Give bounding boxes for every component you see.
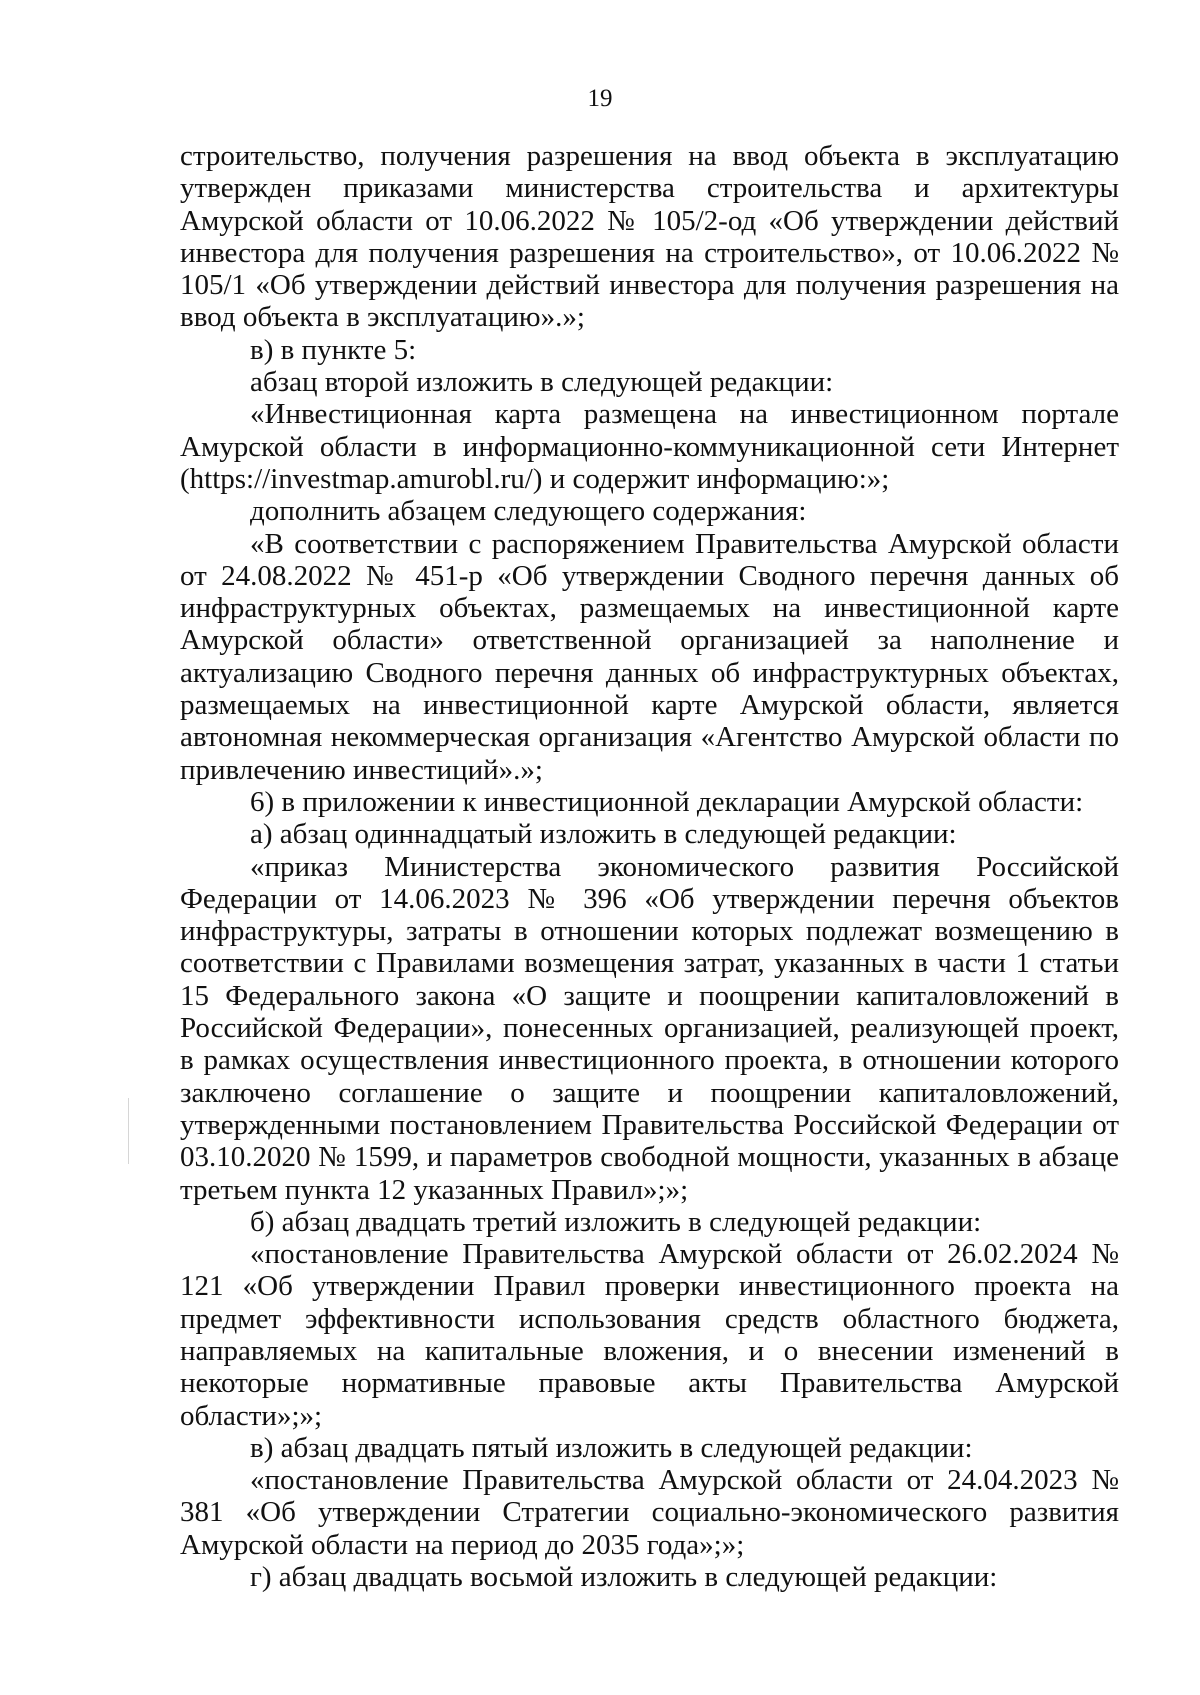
scan-margin-mark: [128, 1098, 129, 1164]
page-number: 19: [587, 85, 613, 112]
paragraph-quote-order-396: «приказ Министерства экономического развития Российской Федерации от 14.06.2023 № 396 «Об утверждении перечня объектов инфраструктуры, затраты в отношении которых подлежат возмещению в соответствии с Правилами возмещения затрат, указанных в части 1 статьи 15 Федерального закона «О защите и поощрении капиталовложений в Российской Федерации», понесенных организацией, реализующей проект, в рамках осуществления инвестиционного проекта, в отношении которого заключено соглашение о защите и поощрении капиталовложений, утвержденными постановлением Правительства Российской Федерации от 03.10.2020 № 1599, и параметров свободной мощности, указанных в абзаце третьем пункта 12 указанных Правил»;»;: [180, 850, 1119, 1206]
paragraph-item-b: б) абзац двадцать третий изложить в следующей редакции:: [250, 1205, 982, 1238]
paragraph-instruction-add: дополнить абзацем следующего содержания:: [250, 495, 807, 528]
paragraph-continuation: строительство, получения разрешения на ввод объекта в эксплуатацию утвержден приказами министерства строительства и архитектуры Амурской области от 10.06.2022 № 105/2-од «Об утверждении действий инвестора для получения разрешения на строительство», от 10.06.2022 № 105/1 «Об утверждении действий инвестора для получения разрешения на ввод объекта в эксплуатацию».»;: [180, 140, 1119, 334]
paragraph-item-v-point-5: в) в пункте 5:: [250, 333, 417, 366]
paragraph-quote-agency: «В соответствии с распоряжением Правительства Амурской области от 24.08.2022 № 451-р «Об утверждении Сводного перечня данных об инфраструктурных объектах, размещаемых на инвестиционной карте Амурской области» ответственной организацией за наполнение и актуализацию Сводного перечня данных об инфраструктурных объектах, размещаемых на инвестиционной карте Амурской области, является автономная некоммерческая организация «Агентство Амурской области по привлечению инвестиций».»;: [180, 527, 1119, 786]
document-body: [180, 140, 1119, 1593]
paragraph-item-g: г) абзац двадцать восьмой изложить в следующей редакции:: [250, 1561, 998, 1594]
paragraph-quote-investment-map: «Инвестиционная карта размещена на инвестиционном портале Амурской области в информационно-коммуникационной сети Интернет (https://investmap.amurobl.ru/) и содержит информацию:»;: [180, 398, 1119, 495]
paragraph-instruction-second: абзац второй изложить в следующей редакции:: [250, 366, 834, 399]
paragraph-quote-resolution-121: «постановление Правительства Амурской области от 26.02.2024 № 121 «Об утверждении Правил проверки инвестиционного проекта на предмет эффективности использования средств областного бюджета, направляемых на капитальные вложения, и о внесении изменений в некоторые нормативные правовые акты Правительства Амурской области»;»;: [180, 1238, 1119, 1432]
paragraph-item-6: 6) в приложении к инвестиционной декларации Амурской области:: [250, 785, 1084, 818]
paragraph-quote-resolution-381: «постановление Правительства Амурской области от 24.04.2023 № 381 «Об утверждении Стратегии социально-экономического развития Амурской области на период до 2035 года»;»;: [180, 1464, 1119, 1561]
paragraph-item-a: а) абзац одиннадцатый изложить в следующей редакции:: [250, 818, 957, 851]
paragraph-item-v: в) абзац двадцать пятый изложить в следующей редакции:: [250, 1431, 973, 1464]
